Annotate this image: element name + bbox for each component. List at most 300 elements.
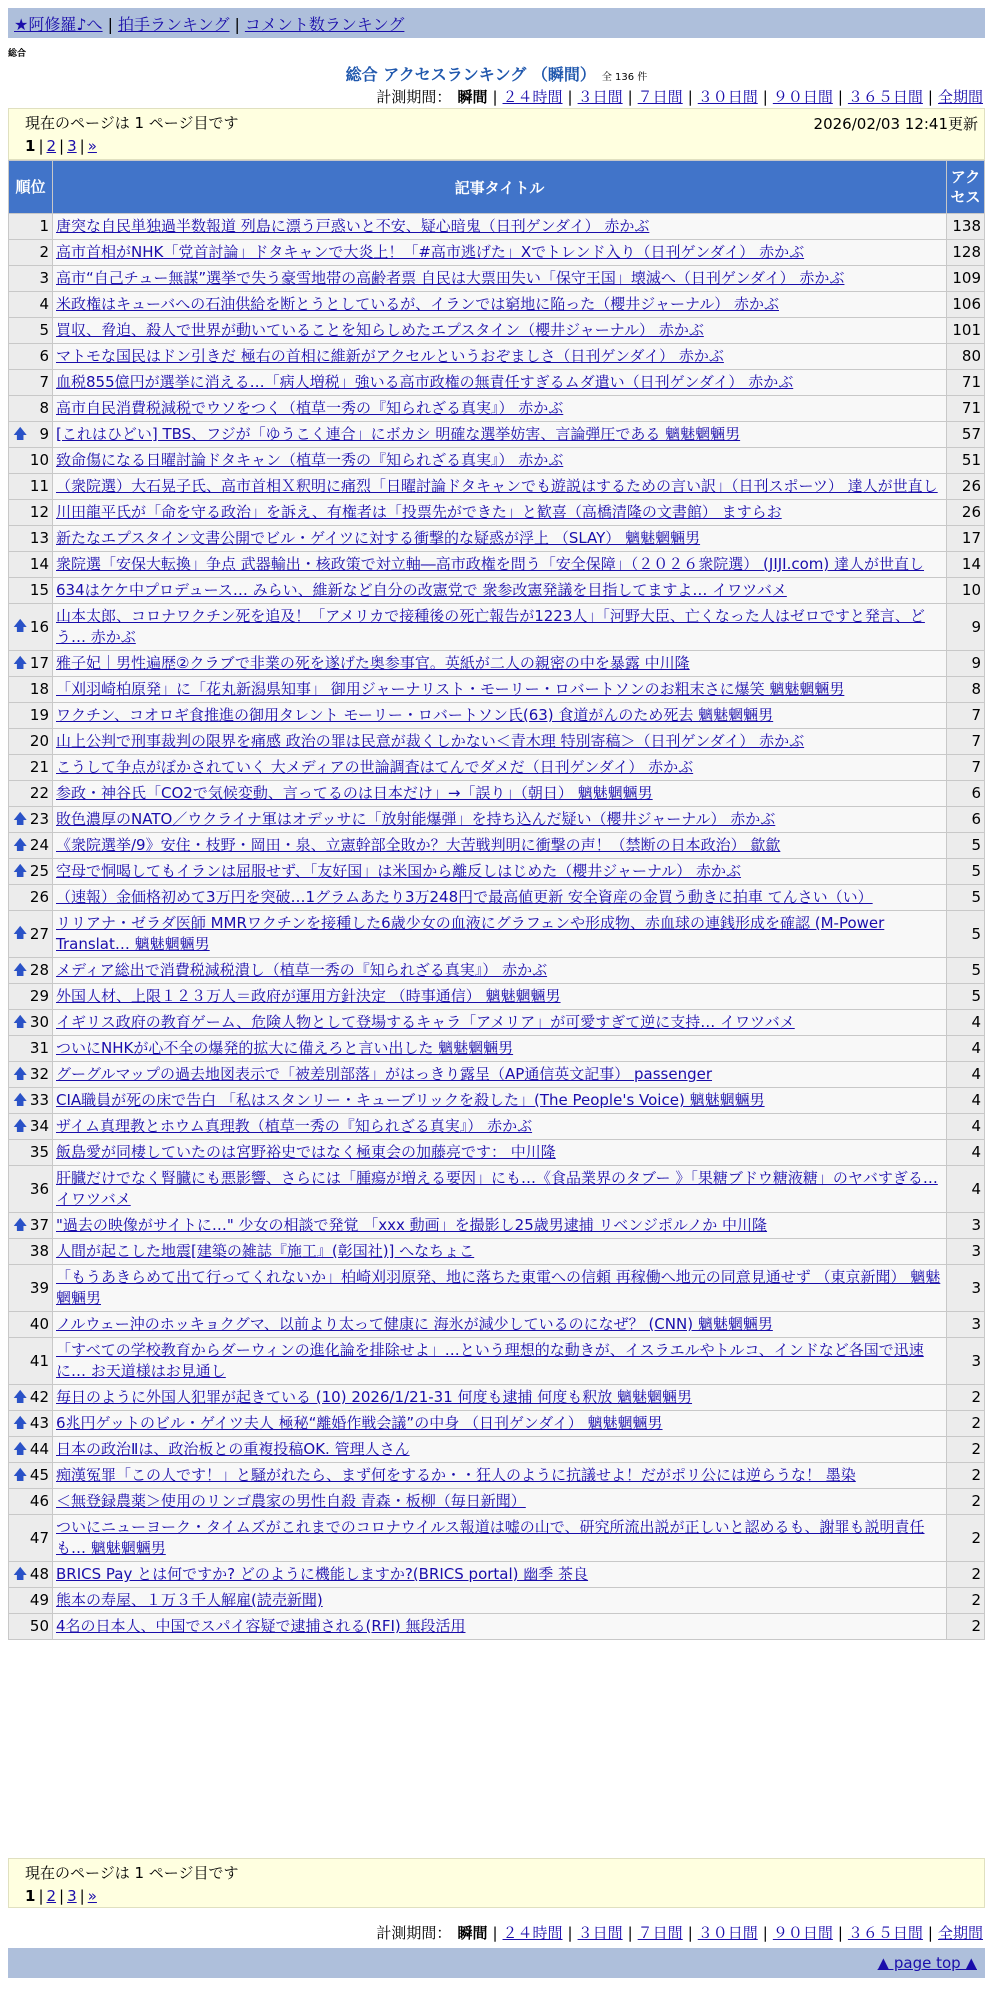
info-box-bottom [8,1858,985,1908]
period-link-5[interactable]: ３６５日間 [847,88,923,106]
table-row [9,1312,985,1338]
table-row [9,292,985,318]
title-cell [53,833,947,859]
period-label: 計測期間： [376,1924,452,1942]
table-row [9,578,985,604]
article-link[interactable]: ＜無登録農薬＞使用のリンゴ農家の男性自殺 青森・板柳（毎日新聞） [56,1492,526,1510]
table-row [9,1036,985,1062]
rank-number: 18 [29,680,49,698]
article-link[interactable]: リリアナ・ゼラダ医師 MMRワクチンを接種した6歳少女の血液にグラフェンや形成物、赤血球の連銭形成を確認 (M-Power Translat… 魑魅魍魎男 [56,914,885,953]
article-link[interactable]: （衆院選）大石晃子氏、高市首相Ｘ釈明に痛烈「日曜討論ドタキャンでも遊説はするための言い訳」（日刊スポーツ） 達人が世直し [56,477,938,495]
title-cell [53,859,947,885]
period-separator: | [492,88,498,106]
access-count: 57 [947,422,985,448]
up-arrow-icon: 🡅 [13,655,28,671]
up-arrow-icon: 🡅 [13,426,28,442]
table-row [9,911,985,958]
rank-number: 33 [29,1091,49,1109]
rank-cell [9,396,53,422]
up-arrow-icon: 🡅 [13,618,28,635]
article-link[interactable]: 日本の政治Ⅱは、政治板との重複投稿OK. 管理人さん [56,1440,410,1458]
table-row [9,318,985,344]
rank-cell [9,958,53,984]
article-link[interactable]: 4名の日本人、中国でスパイ容疑で逮捕される(RFI) 無段活用 [56,1617,466,1635]
article-link[interactable]: 外国人材、上限１２３万人＝政府が運用方針決定 （時事通信） 魑魅魍魎男 [56,987,561,1005]
rank-number: 42 [29,1388,49,1406]
rank-number: 46 [29,1492,49,1510]
article-link[interactable]: 「すべての学校教育からダーウィンの進化論を排除せよ」…という理想的な動きが、イスラエルやトルコ、インドなど各国で迅速に… お天道様はお見通し [56,1341,924,1380]
rank-cell [9,500,53,526]
access-count: 2 [947,1562,985,1588]
period-link-6[interactable]: 全期間 [937,1924,983,1942]
access-count: 5 [947,984,985,1010]
table-row [9,266,985,292]
table-row [9,807,985,833]
rank-number: 6 [39,347,49,365]
period-link-2[interactable]: ７日間 [637,1924,683,1942]
article-link[interactable]: ついにニューヨーク・タイムズがこれまでのコロナウイルス報道は嘘の山で、研究所流出説が正しいと認めるも、謝罪も説明責任も… 魑魅魍魎男 [56,1518,925,1557]
article-link[interactable]: 人間が起こした地震[建築の雑誌『施工』(彰国社)] へなちょこ [56,1242,475,1260]
rank-cell [9,1140,53,1166]
title-cell [53,526,947,552]
access-count: 2 [947,1515,985,1562]
up-arrow-icon: 🡅 [13,1566,28,1582]
title-cell [53,1010,947,1036]
period-separator: | [567,88,573,106]
rank-cell [9,1411,53,1437]
access-count: 5 [947,911,985,958]
title-cell [53,344,947,370]
rank-cell [9,885,53,911]
rank-cell [9,292,53,318]
table-row [9,755,985,781]
rank-cell [9,448,53,474]
article-link[interactable]: 634はケケ中プロデュース… みらい、維新など自分の改憲党で 衆参改憲発議を目指してますよ… イワツバメ [56,581,787,599]
pager-link-2[interactable]: » [87,1887,97,1905]
article-link[interactable]: イギリス政府の教育ゲーム、危険人物として登場するキャラ「アメリア」が可愛すぎて逆に支持… イワツバメ [56,1013,795,1031]
access-count: 9 [947,651,985,677]
rank-number: 16 [29,617,49,636]
access-count: 8 [947,677,985,703]
title-cell [53,1515,947,1562]
rank-cell [9,552,53,578]
access-count: 14 [947,552,985,578]
up-arrow-icon: 🡅 [13,1092,28,1108]
table-row [9,448,985,474]
pager-link-0[interactable]: 2 [46,1887,57,1905]
period-link-1[interactable]: ３日間 [577,1924,623,1942]
table-row [9,1515,985,1562]
rank-number: 45 [29,1466,49,1484]
period-separator: | [627,88,633,106]
table-header-row [9,161,985,214]
article-link[interactable]: 毎日のように外国人犯罪が起きている (10) 2026/1/21-31 何度も逮捕 何度も釈放 魑魅魍魎男 [56,1388,693,1406]
rank-number: 26 [29,888,49,906]
up-arrow-icon: 🡅 [13,1441,28,1457]
title-cell [53,214,947,240]
title-cell [53,677,947,703]
title-cell [53,448,947,474]
access-count: 2 [947,1588,985,1614]
article-link[interactable]: 高市“自己チュー無謀”選挙で失う豪雪地帯の高齢者票 自民は大票田失い「保守王国」壊滅へ（日刊ゲンダイ） 赤かぶ [56,269,845,287]
title-cell [53,266,947,292]
access-count: 4 [947,1140,985,1166]
table-row [9,677,985,703]
period-link-0[interactable]: ２４時間 [502,1924,563,1942]
table-row [9,1062,985,1088]
rank-number: 19 [29,706,49,724]
access-count: 5 [947,833,985,859]
period-separator: | [837,1924,843,1942]
title-cell [53,604,947,651]
up-arrow-icon: 🡅 [13,1014,28,1030]
up-arrow-icon: 🡅 [13,962,28,978]
article-link[interactable]: 米政権はキューバへの石油供給を断とうとしているが、イランでは窮地に陥った（櫻井ジャーナル） 赤かぶ [56,295,779,313]
rank-number: 9 [39,425,49,443]
access-count: 26 [947,500,985,526]
access-count: 80 [947,344,985,370]
article-link[interactable]: 買収、脅迫、殺人で世界が動いていることを知らしめたエプスタイン（櫻井ジャーナル） 赤かぶ [56,321,704,339]
rank-number: 50 [29,1617,49,1635]
page-heading [0,62,993,85]
access-count: 6 [947,807,985,833]
header-title: 記事タイトル [53,161,947,214]
title-cell [53,755,947,781]
rank-number: 12 [29,503,49,521]
access-count: 71 [947,396,985,422]
article-link[interactable]: 高市首相がNHK「党首討論」ドタキャンで大炎上！「#高市逃げた」Xでトレンド入り（日刊ゲンダイ） 赤かぶ [56,243,805,261]
article-link[interactable]: 山本太郎、コロナワクチン死を追及！「アメリカで接種後の死亡報告が1223人」「河野大臣、亡くなった人はゼロですと発言、どう… 赤かぶ [56,607,925,646]
rank-cell [9,1562,53,1588]
access-count: 51 [947,448,985,474]
title-cell [53,474,947,500]
article-link[interactable]: 痴漢冤罪「この人です！」と騒がれたら、まず何をするか・・狂人のように抗議せよ！だがポリ公には逆らうな！ 墨染 [56,1466,856,1484]
period-link-3[interactable]: ３０日間 [697,1924,758,1942]
rank-number: 38 [29,1242,49,1260]
article-link[interactable]: CIA職員が死の床で告白 「私はスタンリー・キューブリックを殺した」(The People's Voice) 魑魅魍魎男 [56,1091,765,1109]
rank-cell [9,1437,53,1463]
table-row [9,984,985,1010]
rank-cell [9,1114,53,1140]
article-link[interactable]: 《衆院選挙/9》安住・枝野・岡田・泉、立憲幹部全敗か？大苦戦判明に衝撃の声！（禁断の日本政治） 歙歙 [56,836,781,854]
title-cell [53,703,947,729]
rank-cell [9,578,53,604]
table-row [9,214,985,240]
title-cell [53,958,947,984]
comment-ranking-link[interactable]: コメント数ランキング [244,15,405,34]
updated-time: 2026/02/03 12:41更新 [813,115,978,133]
rank-cell [9,318,53,344]
table-row [9,1562,985,1588]
title-cell [53,651,947,677]
title-cell [53,578,947,604]
access-count: 3 [947,1265,985,1312]
table-row [9,1385,985,1411]
rank-number: 11 [29,477,49,495]
rank-number: 44 [29,1440,49,1458]
article-link[interactable]: グーグルマップの過去地図表示で「被差別部落」がはっきり露呈（AP通信英文記事） passenger [56,1065,713,1083]
access-count: 5 [947,885,985,911]
article-link[interactable]: 熊本の寿屋、１万３千人解雇(読売新聞) [56,1591,323,1609]
article-link[interactable]: ノルウェー沖のホッキョクグマ、以前より太って健康に 海氷が減少しているのになぜ？ (CNN) 魑魅魍魎男 [56,1315,773,1333]
up-arrow-icon: 🡅 [13,837,28,853]
up-arrow-icon: 🡅 [13,1389,28,1405]
table-row [9,1463,985,1489]
article-link[interactable]: （速報）金価格初めて3万円を突破…1グラムあたり3万248円で最高値更新 安全資産の金買う動きに拍車 てんさい（い） [56,888,873,906]
rank-number: 21 [29,758,49,776]
access-count: 6 [947,781,985,807]
article-link[interactable]: 6兆円ゲットのビル・ゲイツ夫人 極秘“離婚作戦会議”の中身 （日刊ゲンダイ） 魑魅魍魎男 [56,1414,663,1432]
article-link[interactable]: 新たなエプスタイン文書公開でビル・ゲイツに対する衝撃的な疑惑が浮上 （SLAY） 魑魅魍魎男 [56,529,701,547]
article-link[interactable]: 「もうあきらめて出て行ってくれないか」柏崎刈羽原発、地に落ちた東電への信頼 再稼働へ地元の同意見通せず （東京新聞） 魑魅魍魎男 [56,1268,941,1307]
access-count: 4 [947,1010,985,1036]
rank-cell [9,604,53,651]
period-link-6[interactable]: 全期間 [937,88,983,106]
article-link[interactable]: ザイム真理教とホウム真理教（植草一秀の『知られざる真実』） 赤かぶ [56,1117,533,1135]
article-link[interactable]: 飯島愛が同棲していたのは宮野裕史ではなく極東会の加藤亮です： 中川隆 [56,1143,556,1161]
title-cell [53,1338,947,1385]
rank-number: 34 [29,1117,49,1135]
access-count: 3 [947,1312,985,1338]
rank-number: 5 [39,321,49,339]
article-link[interactable]: ついにNHKが心不全の爆発的拡大に備えろと言い出した 魑魅魍魎男 [56,1039,514,1057]
article-link[interactable]: 敗色濃厚のNATO／ウクライナ軍はオデッサに「放射能爆弾」を持ち込んだ疑い（櫻井ジャーナル） 赤かぶ [56,810,776,828]
access-count: 138 [947,214,985,240]
table-row [9,958,985,984]
article-link[interactable]: 衆院選「安保大転換」争点 武器輸出・核政策で対立軸―高市政権を問う「安全保障」（２０２６衆院選） (JIJI.com) 達人が世直し [56,555,925,573]
rank-cell [9,1239,53,1265]
title-cell [53,240,947,266]
access-count: 2 [947,1463,985,1489]
title-cell [53,1489,947,1515]
access-count: 71 [947,370,985,396]
up-arrow-icon: 🡅 [13,1066,28,1082]
rank-number: 41 [29,1351,49,1370]
period-separator: | [687,1924,693,1942]
period-separator: | [687,88,693,106]
period-selector-top [376,86,983,107]
rank-cell [9,422,53,448]
table-row [9,1411,985,1437]
article-link[interactable]: BRICS Pay とは何ですか? どのように機能しますか?(BRICS portal) 幽季 茶良 [56,1565,589,1583]
table-row [9,526,985,552]
period-current: 瞬間 [457,88,488,106]
access-count: 5 [947,958,985,984]
article-link[interactable]: 山上公判で刑事裁判の限界を痛感 政治の罪は民意が裁くしかない＜青木理 特別寄稿＞（日刊ゲンダイ） 赤かぶ [56,732,805,750]
ranking-body [9,214,985,1640]
pager-separator: | [59,1887,65,1905]
title-cell [53,1385,947,1411]
rank-number: 35 [29,1143,49,1161]
rank-cell [9,677,53,703]
rank-cell [9,1338,53,1385]
title-cell [53,1437,947,1463]
period-link-5[interactable]: ３６５日間 [847,1924,923,1942]
access-count: 106 [947,292,985,318]
article-link[interactable]: 「刈羽崎柏原発」に「花丸新潟県知事」 御用ジャーナリスト・モーリー・ロバートソンのお粗末さに爆笑 魑魅魍魎男 [56,680,845,698]
table-row [9,604,985,651]
period-separator: | [927,88,933,106]
article-link[interactable]: 唐突な自民単独過半数報道 列島に漂う戸惑いと不安、疑心暗鬼（日刊ゲンダイ） 赤かぶ [56,217,650,235]
site-home-link[interactable]: ★阿修羅♪へ [14,15,103,34]
footer-bar [8,1948,985,1978]
article-link[interactable]: マトモな国民はドン引きだ 極右の首相に維新がアクセルというおぞましさ（日刊ゲンダイ） 赤かぶ [56,347,724,365]
page-top-link[interactable]: ▲ page top ▲ [877,1954,977,1972]
pager-separator: | [59,137,65,155]
rank-number: 10 [29,451,49,469]
rank-cell [9,911,53,958]
title-cell [53,370,947,396]
access-count: 7 [947,755,985,781]
rank-number: 8 [39,399,49,417]
up-arrow-icon: 🡅 [13,1415,28,1431]
rank-number: 30 [29,1013,49,1031]
title-cell [53,911,947,958]
article-link[interactable]: ワクチン、コオロギ食推進の御用タレント モーリー・ロバートソン氏(63) 食道がんのため死去 魑魅魍魎男 [56,706,774,724]
pager-separator: | [38,1887,44,1905]
table-row [9,1338,985,1385]
pager-separator: | [79,137,85,155]
article-link[interactable]: 川田龍平氏が「命を守る政治」を訴え、有権者は「投票先ができた」と歓喜（高橋清隆の文書館） ますらお [56,503,782,521]
pager-link-1[interactable]: 3 [67,137,77,155]
article-link[interactable]: 致命傷になる日曜討論ドタキャン（植草一秀の『知られざる真実』） 赤かぶ [56,451,564,469]
table-row [9,474,985,500]
rank-number: 24 [29,836,49,854]
title-cell [53,1213,947,1239]
rank-number: 47 [29,1528,49,1547]
rank-number: 25 [29,862,49,880]
access-count: 2 [947,1489,985,1515]
nav-separator: | [107,15,113,34]
rank-number: 37 [29,1216,49,1234]
up-arrow-icon: 🡅 [13,863,28,879]
clap-ranking-link[interactable]: 拍手ランキング [117,15,230,34]
table-row [9,1588,985,1614]
period-separator: | [762,88,768,106]
rank-number: 13 [29,529,49,547]
table-row [9,1114,985,1140]
article-link[interactable]: メディア総出で消費税減税潰し（植草一秀の『知られざる真実』） 赤かぶ [56,961,548,979]
access-count: 4 [947,1114,985,1140]
article-link[interactable]: こうして争点がぼかされていく 大メディアの世論調査はてんでダメだ（日刊ゲンダイ） 赤かぶ [56,758,694,776]
period-link-1[interactable]: ３日間 [577,88,623,106]
period-link-3[interactable]: ３０日間 [697,88,758,106]
period-separator: | [492,1924,498,1942]
access-count: 3 [947,1338,985,1385]
article-link[interactable]: 参政・神谷氏「CO2で気候変動、言ってるのは日本だけ」→「誤り」（朝日） 魑魅魍魎男 [56,784,653,802]
access-count: 9 [947,604,985,651]
nav-separator: | [234,15,240,34]
table-row [9,344,985,370]
rank-cell [9,526,53,552]
pager-link-1[interactable]: 3 [67,1887,77,1905]
table-row [9,833,985,859]
rank-cell [9,729,53,755]
table-row [9,396,985,422]
article-link[interactable]: [これはひどい] TBS、フジが「ゆうこく連合」にボカシ 明確な選挙妨害、言論弾圧である 魑魅魍魎男 [56,425,741,443]
pager-separator: | [79,1887,85,1905]
title-cell [53,1614,947,1640]
rank-cell [9,1166,53,1213]
total-count: 全 136 件 [601,72,648,83]
rank-number: 3 [39,269,49,287]
current-page-text: 現在のページは 1 ページ目です [25,114,239,132]
title-cell [53,500,947,526]
rank-number: 28 [29,961,49,979]
rank-cell [9,833,53,859]
title-cell [53,1312,947,1338]
title-cell [53,422,947,448]
access-count: 4 [947,1088,985,1114]
title-cell [53,318,947,344]
period-separator: | [567,1924,573,1942]
rank-number: 39 [29,1278,49,1297]
title-cell [53,1463,947,1489]
top-nav-bar [8,8,985,38]
access-count: 5 [947,859,985,885]
title-cell [53,1114,947,1140]
rank-number: 23 [29,810,49,828]
title-cell [53,1265,947,1312]
table-row [9,1140,985,1166]
period-label: 計測期間： [376,88,452,106]
article-link[interactable]: 空母で恫喝してもイランは屈服せず、「友好国」は米国から離反しはじめた（櫻井ジャーナル） 赤かぶ [56,862,742,880]
table-row [9,1437,985,1463]
site-label: 総合 [8,49,27,59]
title-cell [53,729,947,755]
up-arrow-icon: 🡅 [13,925,28,942]
table-row [9,1010,985,1036]
title-cell [53,1562,947,1588]
rank-cell [9,344,53,370]
period-link-2[interactable]: ７日間 [637,88,683,106]
period-current: 瞬間 [457,1924,488,1942]
rank-number: 48 [29,1565,49,1583]
table-row [9,1213,985,1239]
rank-cell [9,651,53,677]
rank-cell [9,474,53,500]
rank-number: 1 [39,217,49,235]
period-link-4[interactable]: ９０日間 [772,1924,833,1942]
article-link[interactable]: 雅子妃｜男性遍歴②クラブで非業の死を遂げた奥参事官。英紙が二人の親密の中を暴露 中川隆 [56,654,690,672]
rank-number: 22 [29,784,49,802]
pager-link-0[interactable]: 2 [46,137,57,155]
article-link[interactable]: "過去の映像がサイトに…" 少女の相談で発覚 「xxx 動画」を撮影し25歳男逮捕 リベンジポルノか 中川隆 [56,1216,768,1234]
up-arrow-icon: 🡅 [13,1467,28,1483]
access-count: 7 [947,703,985,729]
article-link[interactable]: 肝臓だけでなく腎臓にも悪影響、さらには「腫瘍が増える要因」にも…《食品業界のタブー 》「果糖ブドウ糖液糖」のヤバすぎる… イワツバメ [56,1169,938,1208]
table-row [9,1489,985,1515]
access-count: 7 [947,729,985,755]
rank-cell [9,1062,53,1088]
access-count: 26 [947,474,985,500]
pager-current: 1 [25,1887,36,1905]
rank-cell [9,214,53,240]
table-row [9,500,985,526]
access-count: 4 [947,1036,985,1062]
rank-cell [9,1489,53,1515]
pager-top [25,137,968,155]
pager-link-2[interactable]: » [87,137,97,155]
article-link[interactable]: 血税855億円が選挙に消える…「病人増税」強いる高市政権の無責任すぎるムダ遣い（日刊ゲンダイ） 赤かぶ [56,373,794,391]
rank-number: 29 [29,987,49,1005]
rank-number: 20 [29,732,49,750]
title-cell [53,552,947,578]
rank-number: 49 [29,1591,49,1609]
period-link-0[interactable]: ２４時間 [502,88,563,106]
period-link-4[interactable]: ９０日間 [772,88,833,106]
article-link[interactable]: 高市自民消費税減税でウソをつく（植草一秀の『知られざる真実』） 赤かぶ [56,399,564,417]
